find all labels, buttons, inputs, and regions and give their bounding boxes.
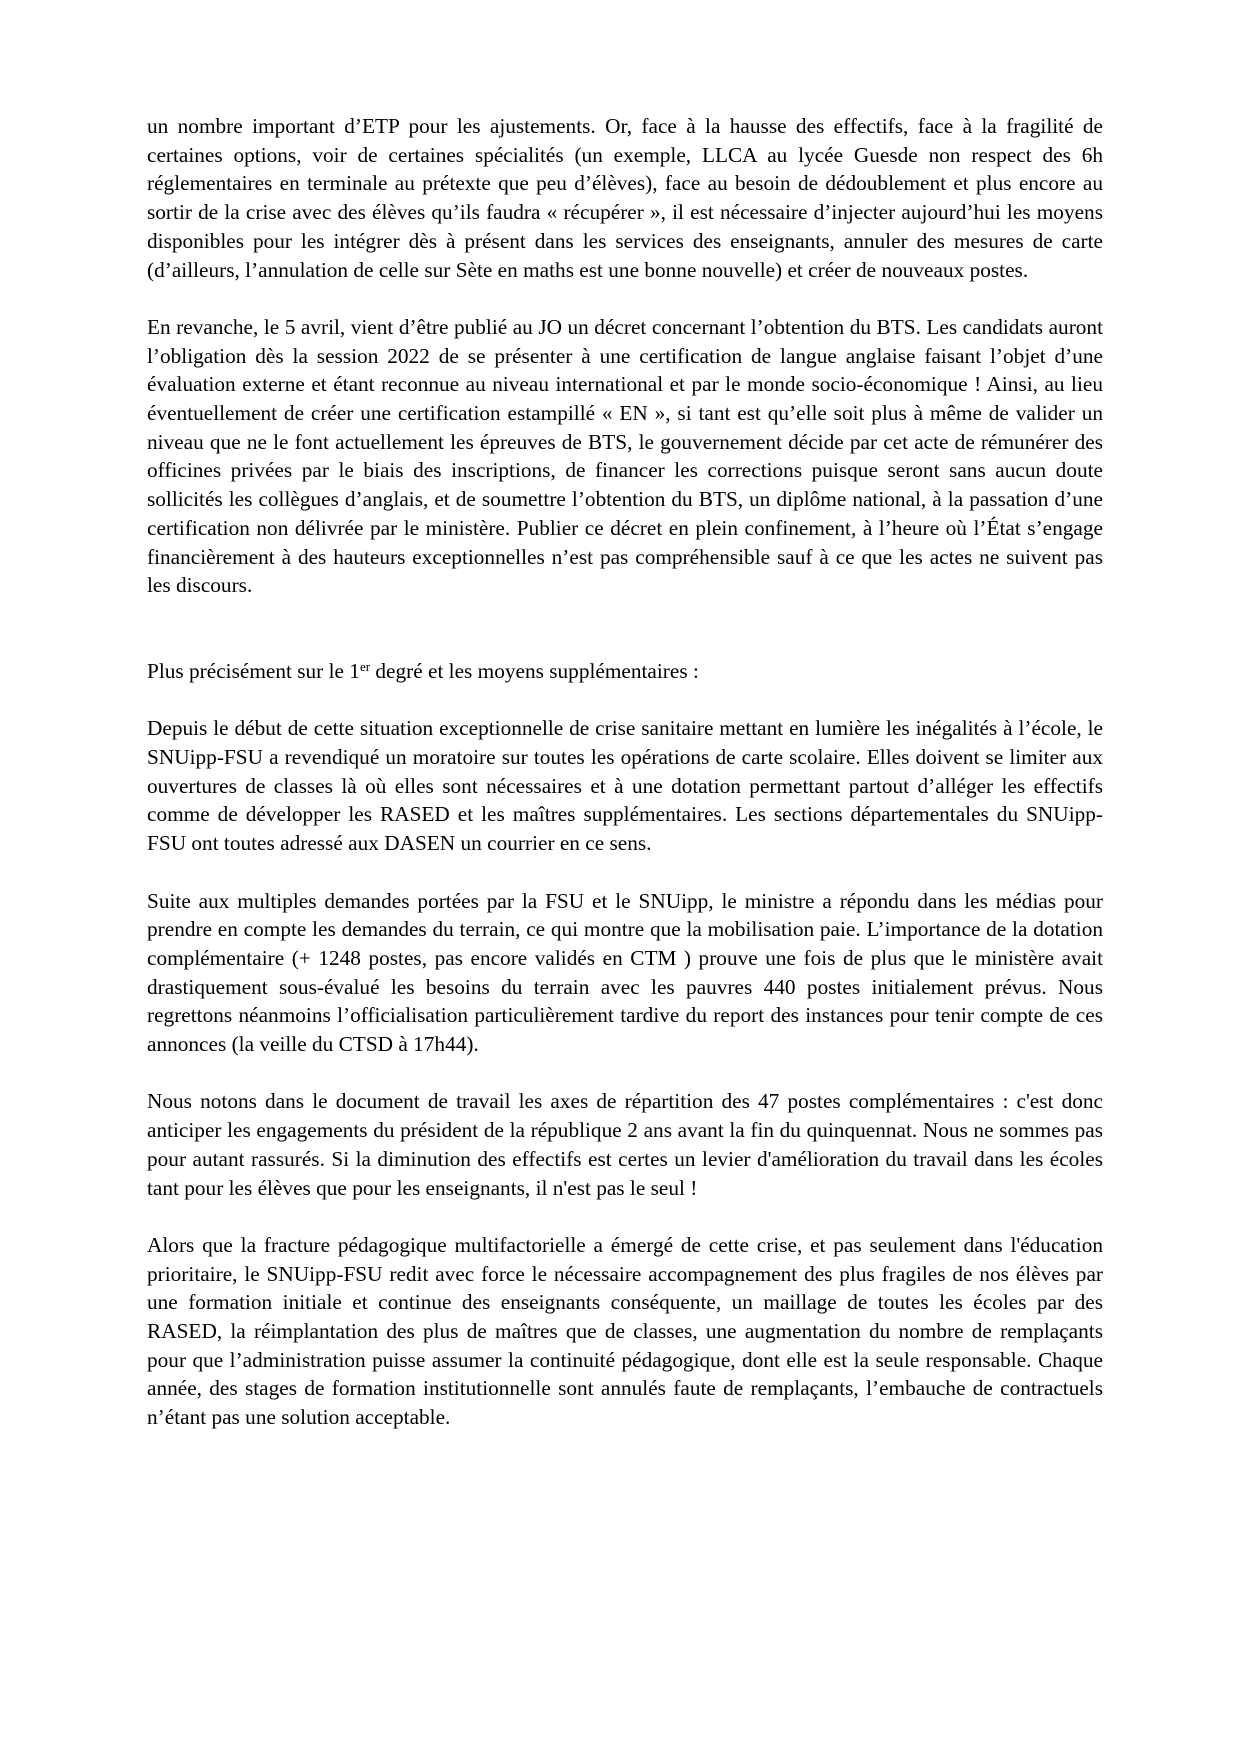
heading-text-after: degré et les moyens supplémentaires : — [370, 658, 699, 683]
heading-text-before: Plus précisément sur le 1 — [147, 658, 360, 683]
paragraph-dotation-complementaire: Suite aux multiples demandes portées par la FSU et le SNUipp, le ministre a répondu dans les médias pour prendre en compte les demandes du terrain, ce qui montre que la mobilisation paie. L’importance de la dotation complémentaire (+ 1248 postes, pas encore validés en CTM ) prouve une fois de plus que le ministère avait drastiquement sous-évalué les besoins du terrain avec les pauvres 440 postes initialement prévus. Nous regrettons néanmoins l’officialisation particulièrement tardive du report des instances pour tenir compte de ces annonces (la veille du CTSD à 17h44). — [147, 888, 1103, 1057]
section-heading-premier-degre — [147, 657, 1103, 686]
paragraph-moratoire-carte-scolaire: Depuis le début de cette situation exceptionnelle de crise sanitaire mettant en lumière les inégalités à l’école, le SNUipp-FSU a revendiqué un moratoire sur toutes les opérations de carte scolaire. Elles doivent se limiter aux ouvertures de classes là où elles sont nécessaires et à une dotation permettant partout d’alléger les effectifs comme de développer les RASED et les maîtres supplémentaires. Les sections départementales du SNUipp-FSU ont toutes adressé aux DASEN un courrier en ce sens. — [147, 716, 1103, 856]
document-page — [147, 112, 1103, 1461]
paragraph-decret-bts: En revanche, le 5 avril, vient d’être publié au JO un décret concernant l’obtention du BTS. Les candidats auront l’obligation dès la session 2022 de se présenter à une certification de langue anglaise faisant l’objet d’une évaluation externe et étant reconnue au niveau international et par le monde socio-économique ! Ainsi, au lieu éventuellement de créer une certification estampillé « EN », si tant est qu’elle soit plus à même de valider un niveau que ne le font actuellement les épreuves de BTS, le gouvernement décide par cet acte de rémunérer des officines privées par le biais des inscriptions, de financer les corrections puisque seront sans aucun doute sollicités les collègues d’anglais, et de soumettre l’obtention du BTS, un diplôme national, à la passation d’une certification non délivrée par le ministère. Publier ce décret en plein confinement, à l’heure où l’État s’engage financièrement à des hauteurs exceptionnelles n’est pas compréhensible sauf à ce que les actes ne suivent pas les discours. — [147, 314, 1103, 598]
paragraph-postes-complementaires: Nous notons dans le document de travail les axes de répartition des 47 postes complémentaires : c'est donc anticiper les engagements du président de la république 2 ans avant la fin du quinquennat. Nous ne sommes pas pour autant rassurés. Si la diminution des effectifs est certes un levier d'amélioration du travail dans les écoles tant pour les élèves que pour les enseignants, il n'est pas le seul ! — [147, 1089, 1103, 1200]
paragraph-fracture-pedagogique: Alors que la fracture pédagogique multifactorielle a émergé de cette crise, et pas seulement dans l'éducation prioritaire, le SNUipp-FSU redit avec force le nécessaire accompagnement des plus fragiles de nos élèves par une formation initiale et continue des enseignants conséquente, un maillage de toutes les écoles par des RASED, la réimplantation des plus de maîtres que de classes, une augmentation du nombre de remplaçants pour que l’administration puisse assumer la continuité pédagogique, dont elle est la seule responsable. Chaque année, des stages de formation institutionnelle sont annulés faute de remplaçants, l’embauche de contractuels n’étant pas une solution acceptable. — [147, 1232, 1103, 1430]
paragraph-etp-ajustements: un nombre important d’ETP pour les ajustements. Or, face à la hausse des effectifs, face à la fragilité de certaines options, voir de certaines spécialités (un exemple, LLCA au lycée Guesde non respect des 6h réglementaires en terminale au prétexte que peu d’élèves), face au besoin de dédoublement et plus encore au sortir de la crise avec des élèves qu’ils faudra « récupérer », il est nécessaire d’injecter aujourd’hui les moyens disponibles pour les intégrer dès à présent dans les services des enseignants, annuler des mesures de carte (d’ailleurs, l’annulation de celle sur Sète en maths est une bonne nouvelle) et créer de nouveaux postes. — [147, 114, 1103, 282]
heading-superscript: er — [359, 658, 371, 674]
